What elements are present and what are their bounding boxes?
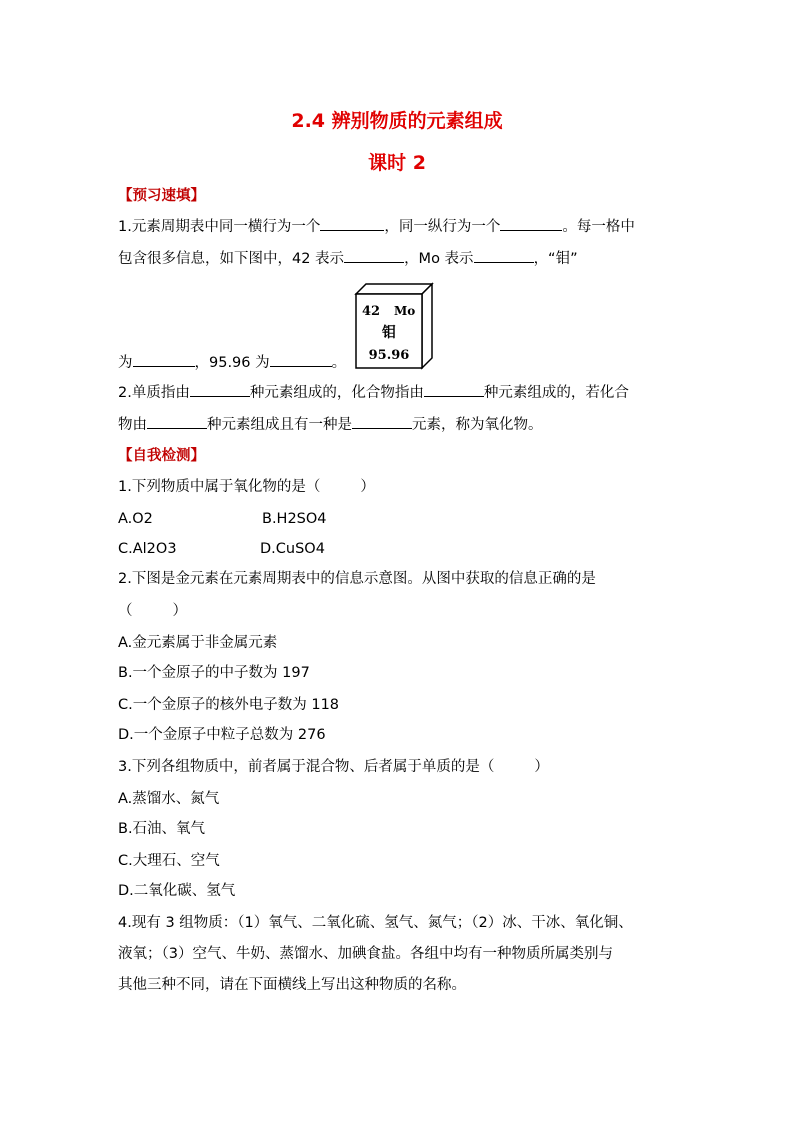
q1-text-2c: ，“钼” (533, 251, 578, 267)
q1-line-1 (118, 216, 635, 237)
t3-option-d[interactable]: D.二氧化碳、氢气 (118, 883, 236, 899)
t3-stem (118, 757, 549, 777)
answer-blank[interactable] (190, 382, 250, 397)
t1-stem-close: ） (360, 479, 375, 495)
t1-option-b[interactable]: B.H2SO4 (262, 511, 327, 527)
t3-stem-text: 3.下列各组物质中，前者属于混合物、后者属于单质的是（ (118, 759, 495, 775)
t2-option-c[interactable]: C.一个金原子的核外电子数为 118 (118, 697, 340, 713)
q2-text-1c: 种元素组成的，若化合 (483, 385, 629, 401)
t3-option-a[interactable]: A.蒸馏水、氮气 (118, 791, 220, 807)
q1-text-1c: 。每一格中 (562, 219, 635, 235)
card-atomic-number: 42 (362, 304, 381, 319)
q2-line-2 (118, 414, 543, 435)
element-card-molybdenum (354, 282, 434, 374)
q2-text-2c: 元素，称为氧化物。 (412, 417, 543, 433)
q2-line-1 (118, 382, 629, 403)
t4-line-3: 其他三种不同，请在下面横线上写出这种物质的名称。 (118, 977, 466, 993)
answer-blank[interactable] (344, 248, 404, 263)
t1-option-a[interactable]: A.O2 (118, 511, 153, 527)
t2-option-b[interactable]: B.一个金原子的中子数为 197 (118, 665, 310, 681)
t3-stem-close: ） (534, 759, 549, 775)
answer-blank[interactable] (424, 382, 484, 397)
page-title: 2.4 辨别物质的元素组成 (291, 110, 503, 132)
t2-stem-paren (118, 601, 187, 621)
t4-line-1: 4.现有 3 组物质：（1）氧气、二氧化硫、氢气、氮气；（2）冰、干冰、氧化铜、 (118, 915, 633, 931)
answer-blank[interactable] (500, 216, 562, 231)
t2-stem: 2.下图是金元素在元素周期表中的信息示意图。从图中获取的信息正确的是 (118, 571, 596, 587)
t1-stem (118, 477, 375, 497)
q1-text-3b: ，95.96 为 (194, 355, 270, 371)
t2-paren-open: （ (118, 603, 133, 619)
answer-blank[interactable] (270, 352, 332, 367)
section-selfcheck-heading: 【自我检测】 (118, 448, 205, 464)
t1-option-d[interactable]: D.CuSO4 (260, 541, 325, 557)
q2-text-2a: 物由 (118, 417, 147, 433)
q1-text-2b: ，Mo 表示 (404, 251, 474, 267)
t1-option-c[interactable]: C.Al2O3 (118, 541, 177, 557)
answer-blank[interactable] (320, 216, 384, 231)
answer-blank[interactable] (147, 414, 207, 429)
t4-line-2: 液氧；（3）空气、牛奶、蒸馏水、加碘食盐。各组中均有一种物质所属类别与 (118, 946, 613, 962)
card-atomic-mass: 95.96 (368, 348, 410, 363)
page-subtitle: 课时 2 (368, 152, 426, 174)
q1-text-3a: 为 (118, 355, 133, 371)
q1-text-3c: 。 (331, 355, 347, 371)
q1-line-2 (118, 248, 578, 269)
q1-text-1b: ，同一纵行为一个 (384, 219, 501, 235)
answer-blank[interactable] (474, 248, 534, 263)
t2-option-d[interactable]: D.一个金原子中粒子总数为 276 (118, 727, 326, 743)
q1-line-3 (118, 352, 346, 373)
answer-blank[interactable] (133, 352, 195, 367)
section-preview-heading: 【预习速填】 (118, 188, 205, 204)
q1-text-1a: 1.元素周期表中同一横行为一个 (118, 219, 321, 235)
q2-text-2b: 种元素组成且有一种是 (207, 417, 352, 433)
card-element-name: 钼 (382, 325, 396, 341)
q2-text-1a: 2.单质指由 (118, 385, 190, 401)
q1-text-2a: 包含很多信息，如下图中，42 表示 (118, 251, 345, 267)
t2-option-a[interactable]: A.金元素属于非金属元素 (118, 635, 278, 651)
q2-text-1b: 种元素组成的，化合物指由 (249, 385, 424, 401)
card-symbol: Mo (394, 304, 416, 318)
t3-option-c[interactable]: C.大理石、空气 (118, 853, 220, 869)
t3-option-b[interactable]: B.石油、氧气 (118, 821, 206, 837)
t2-paren-close: ） (172, 603, 187, 619)
answer-blank[interactable] (352, 414, 412, 429)
t1-stem-text: 1.下列物质中属于氧化物的是（ (118, 479, 321, 495)
